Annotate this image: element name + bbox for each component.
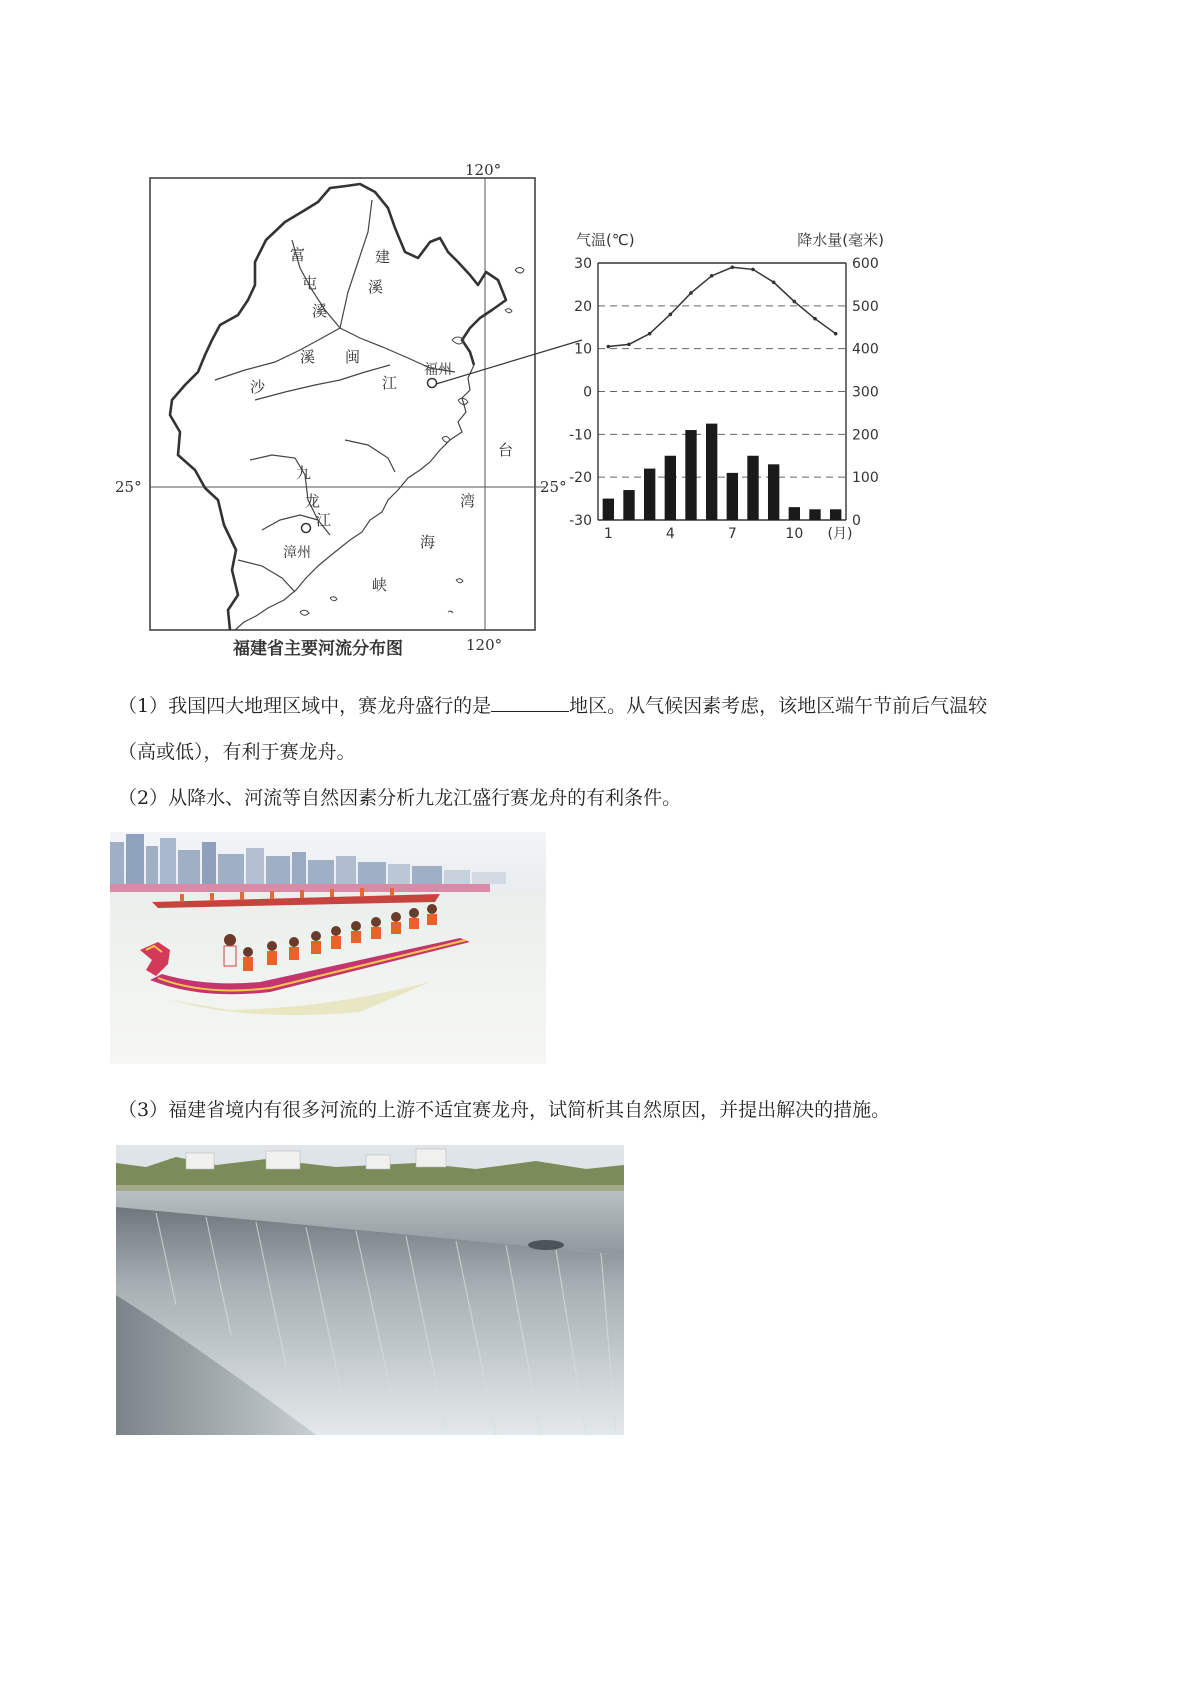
precip-bar [706,424,717,520]
temperature-point [772,280,776,284]
city-label-zhangzhou: 漳州 [283,545,311,561]
temp-tick-label: 20 [574,298,592,315]
precip-bar [685,430,696,520]
precip-axis-label: 降水量(毫米) [797,231,884,249]
leader-line [436,340,582,384]
month-tick-label: 7 [727,526,737,542]
precip-bar [830,509,841,520]
precip-tick-label: 400 [852,341,879,358]
question-1-text-b: 地区。从气候因素考虑，该地区端午节前后气温较 [569,695,988,717]
precip-tick-label: 100 [852,470,879,487]
temperature-point [710,274,714,278]
temperature-line [608,267,835,346]
precip-bar [644,469,655,520]
map-caption: 福建省主要河流分布图 [233,639,403,659]
sea-label-4: 峡 [372,576,388,594]
temp-tick-label: -30 [569,513,592,529]
province-outline [170,184,506,630]
temp-tick-label: -10 [569,427,592,444]
river-label-jiulong-1: 九 [296,464,312,482]
lat-right-label: 25° [540,478,567,496]
temperature-point [813,317,817,321]
temperature-point [751,268,755,272]
min-tributary [255,365,390,400]
temperature-point [669,313,673,317]
lon-bottom-label: 120° [466,636,503,654]
month-tick-label: 1 [603,526,613,542]
fujian-map-figure [0,0,1200,680]
precip-bar [727,473,738,520]
sha-river [215,328,340,380]
precip-tick-label: 300 [852,384,879,401]
river-label-jian-2: 溪 [368,278,384,296]
temp-tick-label: 0 [583,384,592,401]
month-tick-label: 4 [665,526,675,542]
river-label-futun-1: 富 [290,246,306,264]
precip-tick-label: 500 [852,298,879,315]
river-east [345,440,395,472]
question-2: （2）从降水、河流等自然因素分析九龙江盛行赛龙舟的有利条件。 [118,787,682,809]
temperature-point [793,300,797,304]
precip-bar [789,507,800,520]
dragon-boat-photo [110,832,546,1064]
sea-label-2: 湾 [460,492,476,510]
precip-bar [809,509,820,520]
river-label-jiulong-2: 龙 [305,492,321,510]
temp-tick-label: 10 [574,341,592,358]
temperature-point [607,345,611,349]
river-south [238,560,295,592]
jiulong-tributary [262,515,318,530]
temp-tick-label: 30 [574,256,592,272]
question-1-text-a: （1）我国四大地理区域中，赛龙舟盛行的是 [118,695,492,717]
river-label-jiulong-3: 江 [316,511,332,529]
temperature-point [834,332,838,336]
climate-chart [569,231,884,542]
precip-tick-label: 0 [852,513,861,529]
lon-top-label: 120° [465,161,502,179]
temperature-point [731,265,735,269]
precip-tick-label: 600 [852,256,879,272]
precip-bar [623,490,634,520]
temperature-point [648,332,652,336]
river-label-futun-2: 屯 [302,274,318,292]
weir-photo [116,1145,624,1435]
month-tick-label: 10 [785,526,804,542]
river-label-min-2: 江 [382,374,398,392]
month-unit-label: (月) [827,526,853,542]
city-label-fuzhou: 福州 [424,362,452,378]
fuzhou-dot [428,379,437,388]
precip-bar [768,464,779,520]
river-label-min-1: 闽 [345,348,361,366]
answer-blank[interactable] [491,693,569,712]
temperature-point [627,343,631,347]
question-1-line-2: （高或低），有利于赛龙舟。 [118,741,356,763]
sea-label-1: 台 [498,441,514,459]
question-1-line-1 [118,692,987,720]
precip-bar [747,456,758,520]
coastline [235,365,474,630]
temp-axis-label: 气温(℃) [576,231,635,249]
map-frame [150,178,535,630]
question-3: （3）福建省境内有很多河流的上游不适宜赛龙舟，试简析其自然原因，并提出解决的措施。 [118,1099,891,1121]
precip-bar [603,499,614,520]
sea-label-3: 海 [420,533,436,551]
jian-river [340,200,372,328]
precip-tick-label: 200 [852,427,879,444]
lat-left-label: 25° [115,478,142,496]
river-label-sha-2: 溪 [300,348,316,366]
precip-bar [665,456,676,520]
river-label-sha-1: 沙 [250,378,266,396]
temperature-point [689,291,693,295]
river-label-futun-3: 溪 [312,302,328,320]
temp-tick-label: -20 [569,470,592,487]
zhangzhou-dot [302,524,311,533]
river-label-jian-1: 建 [375,248,391,266]
